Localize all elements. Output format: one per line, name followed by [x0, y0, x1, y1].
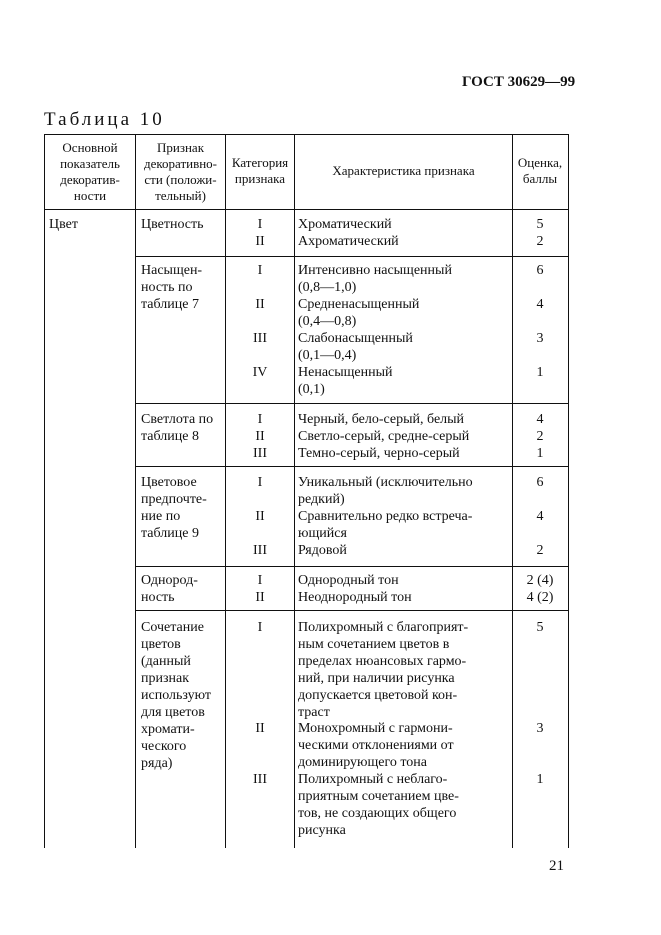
standard-code: ГОСТ 30629—99 [462, 74, 576, 90]
characteristic-text: Полихромный с неблаго- приятным сочетанием цве- тов, не создающих общего рисунка [298, 772, 459, 838]
characteristic-text: Сравнительно редко встреча- ющийся [298, 509, 473, 541]
category-value: II [255, 297, 265, 312]
table-border-right [568, 134, 569, 848]
category-value: III [253, 331, 267, 346]
table-caption: Таблица 10 [44, 109, 165, 130]
characteristic-text: Хроматический [298, 217, 392, 232]
attribute-lightness: Светлота по таблице 8 [141, 412, 214, 444]
header-category: Категория признака [231, 155, 289, 186]
characteristic-text: Средненасыщенный (0,4—0,8) [298, 297, 420, 329]
score-value: 2 [536, 543, 544, 558]
category-value: II [255, 429, 265, 444]
category-value: II [255, 590, 265, 605]
score-value: 4 [536, 297, 544, 312]
characteristic-text: Черный, бело-серый, белый [298, 412, 465, 427]
attribute-uniformity: Однород- ность [141, 573, 198, 605]
header-divider [44, 209, 569, 210]
score-value: 6 [536, 263, 544, 278]
score-value: 1 [536, 772, 544, 787]
characteristic-text: Неоднородный тон [298, 590, 412, 605]
category-value: III [253, 772, 267, 787]
characteristic-text: Ахроматический [298, 234, 399, 249]
category-value: I [257, 217, 263, 232]
category-value: I [257, 573, 263, 588]
group-divider [135, 610, 569, 611]
category-value: III [253, 446, 267, 461]
score-value: 1 [536, 446, 544, 461]
header-characteristic: Характеристика признака [332, 163, 475, 178]
characteristic-text: Слабонасыщенный (0,1—0,4) [298, 331, 413, 363]
header-score: Оценка, баллы [517, 155, 563, 186]
col-divider-3 [294, 134, 295, 848]
group-divider [135, 256, 569, 257]
category-value: I [257, 263, 263, 278]
characteristic-text: Уникальный (исключительно редкий) [298, 475, 473, 507]
score-value: 2 [536, 429, 544, 444]
col-divider-2 [225, 134, 226, 848]
attribute-color-preference: Цветовое предпочте- ние по таблице 9 [141, 475, 207, 541]
characteristic-text: Темно-серый, черно-серый [298, 446, 460, 461]
category-value: I [257, 475, 263, 490]
characteristic-text: Однородный тон [298, 573, 399, 588]
characteristic-text: Монохромный с гармони- ческими отклонениями от доминирующего тона [298, 721, 454, 770]
score-value: 4 [536, 412, 544, 427]
category-value: I [257, 620, 263, 635]
main-indicator-color: Цвет [49, 217, 78, 232]
group-divider [135, 403, 569, 404]
category-value: II [255, 509, 265, 524]
category-value: I [257, 412, 263, 427]
header-attribute: Признак декоративно- сти (положи- тельный) [143, 140, 218, 203]
col-divider-4 [512, 134, 513, 848]
group-divider [135, 466, 569, 467]
group-divider [135, 566, 569, 567]
attribute-chromaticity: Цветность [141, 217, 204, 232]
attribute-color-combination: Сочетание цветов (данный признак используют для цветов хромати- ческого ряда) [141, 620, 212, 771]
score-value: 4 [536, 509, 544, 524]
category-value: II [255, 234, 265, 249]
score-value: 5 [536, 217, 544, 232]
score-value: 2 [536, 234, 544, 249]
attribute-saturation: Насыщен- ность по таблице 7 [141, 263, 203, 312]
characteristic-text: Полихромный с благоприят- ным сочетанием цветов в пределах нюансовых гармо- ний, при наличии рисунка допускается цветовой кон- траст [298, 620, 469, 720]
score-value: 3 [536, 721, 544, 736]
score-value: 6 [536, 475, 544, 490]
table-border-top [44, 134, 569, 135]
header-main-indicator: Основной показатель декоратив- ности [60, 140, 120, 203]
score-value: 2 (4) [526, 573, 554, 588]
score-value: 4 (2) [526, 590, 554, 605]
score-value: 3 [536, 331, 544, 346]
score-value: 1 [536, 365, 544, 380]
page-number: 21 [549, 858, 564, 874]
col-divider-1 [135, 134, 136, 848]
table-border-left [44, 134, 45, 848]
category-value: II [255, 721, 265, 736]
category-value: IV [252, 365, 268, 380]
category-value: III [253, 543, 267, 558]
characteristic-text: Ненасыщенный (0,1) [298, 365, 393, 397]
score-value: 5 [536, 620, 544, 635]
characteristic-text: Светло-серый, средне-серый [298, 429, 470, 444]
characteristic-text: Интенсивно насыщенный (0,8—1,0) [298, 263, 452, 295]
characteristic-text: Рядовой [298, 543, 347, 558]
